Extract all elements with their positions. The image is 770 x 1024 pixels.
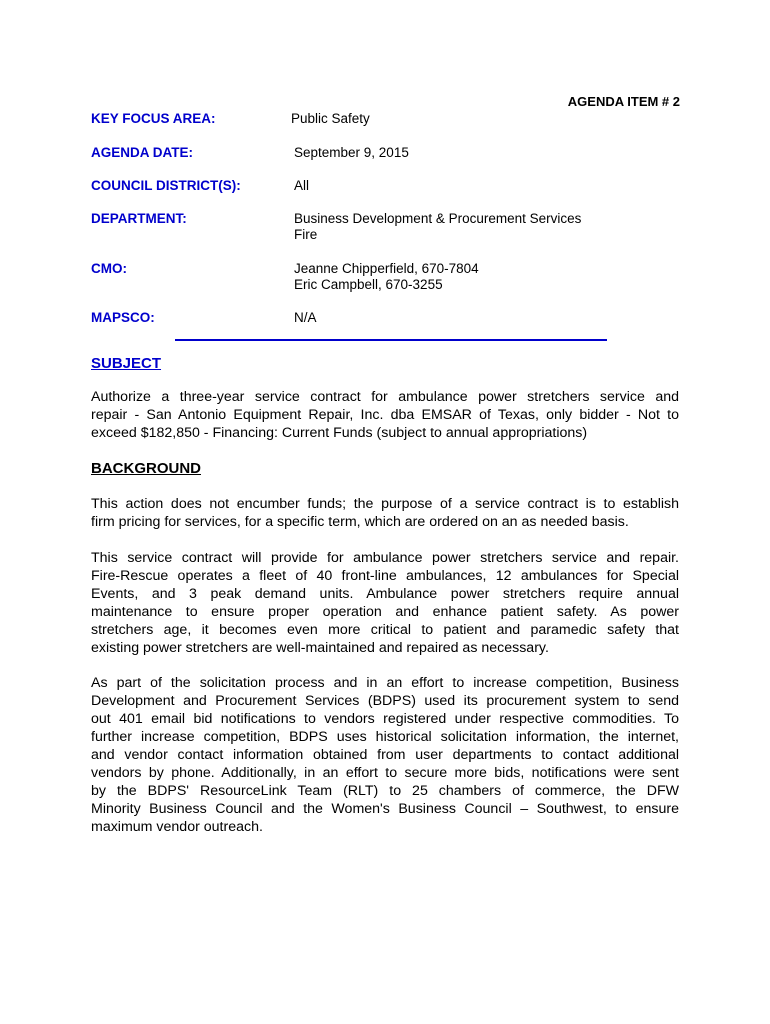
paragraph-line: Events, and 3 peak demand units. Ambulance power stretchers require annual — [91, 586, 679, 602]
paragraph-line: Development and Procurement Services (BDPS) used its procurement system to send — [91, 693, 679, 709]
paragraph-line: As part of the solicitation process and in an effort to increase competition, Business — [91, 675, 679, 691]
paragraph-line: and vendor contact information obtained from user departments to contact additional — [91, 747, 679, 763]
background-paragraph-2 — [91, 549, 679, 657]
department-value-line2: Fire — [294, 227, 318, 242]
background-paragraph-1 — [91, 495, 679, 531]
paragraph-line: existing power stretchers are well-maintained and repaired as necessary. — [91, 640, 549, 656]
paragraph-line: This action does not encumber funds; the purpose of a service contract is to establish — [91, 496, 679, 512]
paragraph-line: Minority Business Council and the Women's Business Council – Southwest, to ensure — [91, 801, 679, 817]
paragraph-line: stretchers age, it becomes even more critical to patient and paramedic safety that — [91, 622, 679, 638]
council-districts-label: COUNCIL DISTRICT(S): — [91, 178, 241, 193]
subject-line: repair - San Antonio Equipment Repair, Inc. dba EMSAR of Texas, only bidder - Not to — [91, 407, 679, 423]
paragraph-line: Fire-Rescue operates a fleet of 40 front-line ambulances, 12 ambulances for Special — [91, 568, 679, 584]
paragraph-line: further increase competition, BDPS uses historical solicitation information, the internet, — [91, 729, 679, 745]
subject-line: exceed $182,850 - Financing: Current Funds (subject to annual appropriations) — [91, 425, 588, 441]
cmo-value-line2: Eric Campbell, 670-3255 — [294, 277, 443, 292]
paragraph-line: vendors by phone. Additionally, in an effort to secure more bids, notifications were sent — [91, 765, 679, 781]
paragraph-line: by the BDPS' ResourceLink Team (RLT) to 25 chambers of commerce, the DFW — [91, 783, 679, 799]
agenda-date-value: September 9, 2015 — [294, 145, 409, 160]
key-focus-area-label: KEY FOCUS AREA: — [91, 111, 216, 126]
paragraph-line: out 401 email bid notifications to vendors registered under respective commodities. To — [91, 711, 679, 727]
agenda-date-label: AGENDA DATE: — [91, 145, 193, 160]
mapsco-label: MAPSCO: — [91, 310, 155, 325]
agenda-item-number: AGENDA ITEM # 2 — [567, 94, 680, 109]
mapsco-value: N/A — [294, 310, 317, 325]
subject-line: Authorize a three-year service contract for ambulance power stretchers service and — [91, 389, 679, 405]
department-label: DEPARTMENT: — [91, 211, 187, 226]
key-focus-area-value: Public Safety — [291, 111, 370, 126]
paragraph-line: maximum vendor outreach. — [91, 819, 263, 835]
background-paragraph-3 — [91, 674, 679, 836]
paragraph-line: firm pricing for services, for a specific term, which are ordered on an as needed basis. — [91, 514, 629, 530]
cmo-label: CMO: — [91, 261, 127, 276]
background-heading: BACKGROUND — [91, 460, 201, 477]
paragraph-line: maintenance to ensure proper operation and enhance patient safety. As power — [91, 604, 679, 620]
cmo-value-line1: Jeanne Chipperfield, 670-7804 — [294, 261, 479, 276]
header-divider — [175, 339, 607, 341]
subject-heading: SUBJECT — [91, 355, 162, 372]
subject-paragraph — [91, 388, 679, 442]
department-value-line1: Business Development & Procurement Services — [294, 211, 582, 226]
council-districts-value: All — [294, 178, 310, 193]
paragraph-line: This service contract will provide for ambulance power stretchers service and repair. — [91, 550, 679, 566]
